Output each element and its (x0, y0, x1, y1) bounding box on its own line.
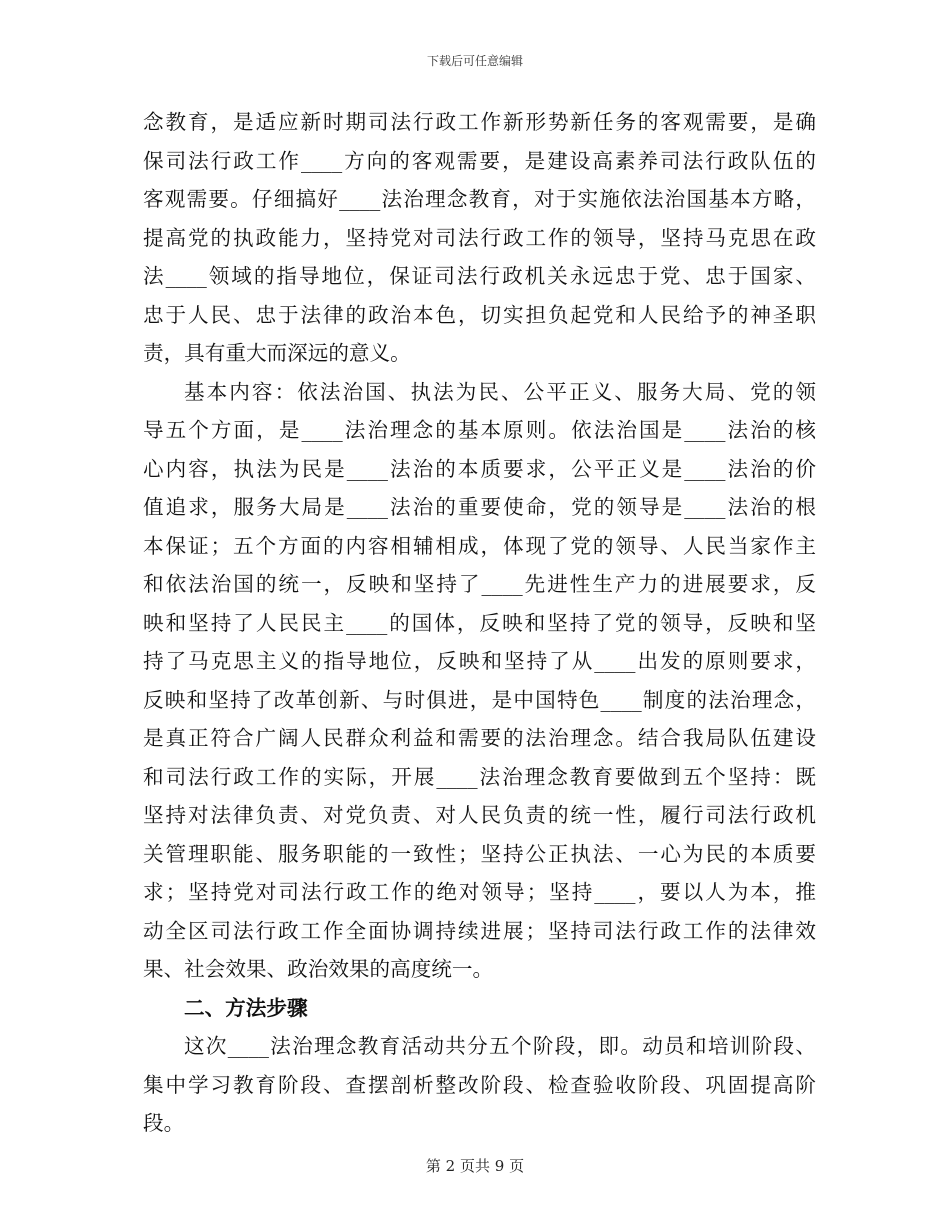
text-line: 责，具有重大而深远的意义。 (143, 341, 411, 365)
paragraph-1 (143, 103, 816, 373)
page-header: 下载后可任意编辑 (426, 54, 523, 68)
text-line: 本保证；五个方面的内容相辅相成，体现了党的领导、人民当家作主 (143, 533, 816, 558)
document-body (143, 103, 816, 1143)
paragraph-2 (143, 373, 816, 989)
text-line: 这次____法治理念教育活动共分五个阶段，即。动员和培训阶段、 (184, 1034, 816, 1058)
text-line: 和司法行政工作的实际，开展____法治理念教育要做到五个坚持：既 (143, 764, 816, 789)
text-line: 求；坚持党对司法行政工作的绝对领导；坚持____，要以人为本，推 (143, 880, 816, 904)
text-line: 持了马克思主义的指导地位，反映和坚持了从____出发的原则要求， (143, 649, 816, 673)
text-line: 关管理职能、服务职能的一致性；坚持公正执法、一心为民的本质要 (143, 841, 816, 866)
text-line: 保司法行政工作____方向的客观需要，是建设高素养司法行政队伍的 (143, 148, 816, 173)
text-line: 映和坚持了人民民主____的国体，反映和坚持了党的领导，反映和坚 (143, 610, 816, 635)
text-line: 动全区司法行政工作全面协调持续进展；坚持司法行政工作的法律效 (143, 918, 816, 943)
page-footer: 第 2 页共 9 页 (425, 1157, 525, 1175)
text-line: 客观需要。仔细搞好____法治理念教育，对于实施依法治国基本方略， (143, 187, 816, 211)
section-heading: 二、方法步骤 (184, 995, 308, 1020)
text-line: 果、社会效果、政治效果的高度统一。 (143, 957, 494, 981)
text-line: 念教育，是适应新时期司法行政工作新形势新任务的客观需要，是确 (143, 110, 816, 134)
text-line: 坚持对法律负责、对党负责、对人民负责的统一性，履行司法行政机 (143, 803, 816, 827)
text-line: 值追求，服务大局是____法治的重要使命，党的领导是____法治的根 (143, 495, 816, 519)
text-line: 提高党的执政能力，坚持党对司法行政工作的领导，坚持马克思在政 (143, 225, 816, 250)
text-line: 导五个方面，是____法治理念的基本原则。依法治国是____法治的核 (143, 418, 816, 442)
text-line: 和依法治国的统一，反映和坚持了____先进性生产力的进展要求，反 (143, 572, 816, 596)
text-line: 是真正符合广阔人民群众利益和需要的法治理念。结合我局队伍建设 (143, 726, 816, 750)
text-line: 反映和坚持了改革创新、与时俱进，是中国特色____制度的法治理念， (143, 687, 816, 712)
text-line: 段。 (143, 1111, 185, 1135)
text-line: 忠于人民、忠于法律的政治本色，切实担负起党和人民给予的神圣职 (143, 302, 816, 327)
paragraph-3 (143, 1027, 816, 1143)
text-line: 法____领域的指导地位，保证司法行政机关永远忠于党、忠于国家、 (143, 264, 816, 288)
text-line: 集中学习教育阶段、查摆剖析整改阶段、检查验收阶段、巩固提高阶 (143, 1072, 816, 1097)
text-line: 基本内容：依法治国、执法为民、公平正义、服务大局、党的领 (184, 379, 816, 404)
text-line: 心内容，执法为民是____法治的本质要求，公平正义是____法治的价 (143, 456, 816, 481)
